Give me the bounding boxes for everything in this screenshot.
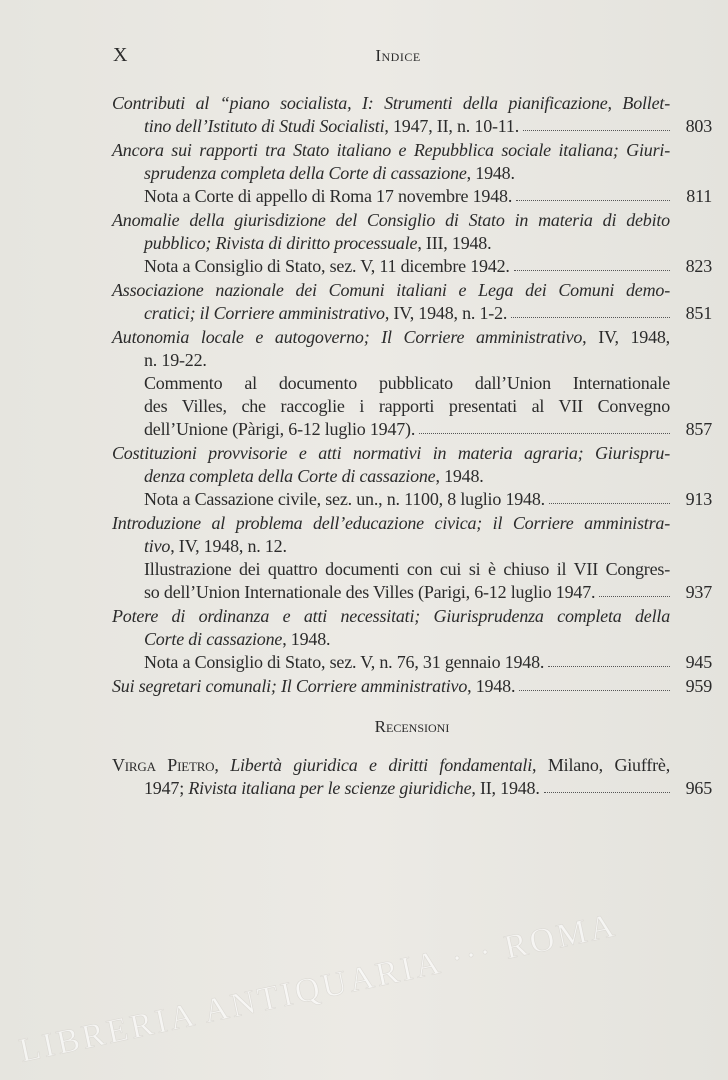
entry-line	[112, 628, 712, 651]
review-entry	[112, 754, 712, 800]
line-text	[112, 326, 670, 349]
italic-title-text: cratici; il Corriere amministrativo	[144, 303, 385, 323]
dot-leader	[549, 503, 670, 504]
italic-title-text: Corte di cassazione	[144, 629, 283, 649]
entry-line	[112, 512, 712, 535]
dot-leader	[511, 317, 670, 318]
italic-title-text: Sui segretari comunali; Il Corriere amministrativo	[112, 676, 468, 696]
entry-line	[112, 162, 712, 185]
italic-title-text: Anomalie della giurisdizione del Consiglio di Stato in materia di debito	[112, 210, 670, 230]
entry-line	[112, 442, 712, 465]
page-reference: 811	[686, 186, 712, 206]
citation-text: , 1948.	[282, 629, 331, 649]
citation-text: , Milano, Giuffrè,	[532, 755, 670, 775]
citation-text: , III, 1948.	[417, 233, 492, 253]
entry-line	[112, 651, 712, 674]
entry-line	[112, 255, 712, 278]
page-reference: 913	[685, 489, 712, 509]
section-heading-recensioni: Recensioni	[374, 717, 450, 736]
line-text	[144, 629, 330, 649]
italic-title-text: pubblico; Rivista di diritto processuale	[144, 233, 418, 253]
dot-leader	[419, 433, 670, 434]
italic-title-text: sprudenza completa della Corte di cassazione	[144, 163, 467, 183]
line-text	[144, 466, 484, 486]
line-text	[112, 209, 670, 232]
citation-text: , IV, 1948,	[582, 327, 670, 347]
page-reference: 959	[685, 676, 712, 696]
italic-title-text: denza completa della Corte di cassazione	[144, 466, 436, 486]
entry-line	[112, 754, 712, 777]
line-text	[144, 558, 670, 581]
page-reference: 945	[685, 652, 712, 672]
line-text	[112, 605, 670, 628]
line-text	[144, 350, 207, 370]
entry-line	[112, 418, 712, 441]
line-text	[144, 233, 491, 253]
entry-line	[112, 777, 712, 800]
entry-line	[112, 279, 712, 302]
toc-entry	[112, 512, 712, 604]
line-text	[144, 395, 670, 418]
entry-line	[112, 488, 712, 511]
citation-text: , 1948.	[466, 163, 515, 183]
dot-leader	[523, 130, 670, 131]
entry-line	[112, 185, 712, 208]
italic-title-text: Associazione nazionale dei Comuni italiani e Lega dei Comuni demo-	[112, 280, 670, 300]
citation-text: , II, 1948.	[471, 778, 540, 798]
line-text	[144, 651, 544, 674]
line-text	[144, 581, 595, 604]
page-reference: 857	[685, 419, 712, 439]
line-text	[112, 442, 670, 465]
dot-leader	[548, 666, 670, 667]
entry-line	[112, 326, 712, 349]
entry-line	[112, 558, 712, 581]
italic-title-text: Introduzione al problema dell’educazione civica; il Corriere amministra-	[112, 513, 670, 533]
citation-text: , IV, 1948, n. 1-2.	[384, 303, 508, 323]
toc-entry	[112, 139, 712, 208]
citation-text: dell’Unione (Pàrigi, 6-12 luglio 1947).	[144, 419, 416, 439]
table-of-contents	[112, 92, 712, 801]
italic-title-text: Rivista italiana per le scienze giuridiche	[188, 778, 472, 798]
page-reference: 965	[685, 778, 712, 798]
line-text	[144, 185, 512, 208]
italic-title-text: Ancora sui rapporti tra Stato italiano e Repubblica sociale italiana; Giuri-	[112, 140, 670, 160]
entry-line	[112, 209, 712, 232]
toc-entry	[112, 675, 712, 698]
toc-entry	[112, 326, 712, 441]
line-text	[144, 163, 515, 183]
entry-line	[112, 92, 712, 115]
line-text	[112, 512, 670, 535]
citation-text: Nota a Consiglio di Stato, sez. V, n. 76, 31 gennaio 1948.	[144, 652, 545, 672]
line-text	[144, 536, 287, 556]
entry-line	[112, 675, 712, 698]
toc-entry	[112, 209, 712, 278]
citation-text: 1947;	[144, 778, 189, 798]
citation-text: Nota a Cassazione civile, sez. un., n. 1100, 8 luglio 1948.	[144, 489, 545, 509]
entry-line	[112, 232, 712, 255]
toc-entry	[112, 605, 712, 674]
entry-line	[112, 605, 712, 628]
line-text	[144, 488, 545, 511]
line-text	[144, 777, 540, 800]
entry-line	[112, 372, 712, 395]
entry-line	[112, 302, 712, 325]
citation-text: , 1948.	[435, 466, 484, 486]
entry-line	[112, 349, 712, 372]
toc-entries	[112, 92, 712, 698]
line-text	[112, 675, 515, 698]
citation-text: Nota a Consiglio di Stato, sez. V, 11 dicembre 1942.	[144, 256, 510, 276]
entry-line	[112, 139, 712, 162]
line-text	[112, 139, 670, 162]
dot-leader	[519, 690, 670, 691]
page-number: X	[113, 44, 128, 66]
citation-text: n. 19-22.	[144, 350, 207, 370]
line-text	[112, 754, 670, 777]
entry-line	[112, 395, 712, 418]
line-text	[144, 372, 670, 395]
citation-text: Nota a Corte di appello di Roma 17 novembre 1948.	[144, 186, 513, 206]
review-entries	[112, 754, 712, 800]
toc-entry	[112, 279, 712, 325]
italic-title-text: Libertà giuridica e diritti fondamentali	[230, 755, 533, 775]
italic-title-text: Autonomia locale e autogoverno; Il Corriere amministrativo	[112, 327, 583, 347]
citation-text: Commento al documento pubblicato dall’Union Internationale	[144, 373, 670, 393]
line-text	[144, 418, 415, 441]
page-reference: 851	[685, 303, 712, 323]
dot-leader	[514, 270, 670, 271]
italic-title-text: tino dell’Istituto di Studi Socialisti	[144, 116, 385, 136]
citation-text: , 1947, II, n. 10-11.	[384, 116, 520, 136]
page-reference: 823	[685, 256, 712, 276]
line-text	[144, 302, 507, 325]
citation-text: Illustrazione dei quattro documenti con cui si è chiuso il VII Congres-	[144, 559, 670, 579]
line-text	[144, 255, 510, 278]
line-text	[144, 115, 519, 138]
page-reference: 937	[685, 582, 712, 602]
svg-text:LIBRERIA ANTIQUARIA ··· ROMA: LIBRERIA ANTIQUARIA ··· ROMA	[15, 906, 621, 1070]
citation-text: ,	[214, 755, 231, 775]
citation-text: so dell’Union Internationale des Villes (Parigi, 6-12 luglio 1947.	[144, 582, 596, 602]
running-title: Indice	[375, 46, 421, 65]
italic-title-text: Costituzioni provvisorie e atti normativi in materia agraria; Giurispru-	[112, 443, 670, 463]
citation-text: , IV, 1948, n. 12.	[170, 536, 287, 556]
line-text	[112, 92, 670, 115]
dot-leader	[544, 792, 670, 793]
page-reference: 803	[685, 116, 712, 136]
entry-line	[112, 535, 712, 558]
italic-title-text: Potere di ordinanza e atti necessitati; Giurisprudenza completa della	[112, 606, 670, 626]
toc-entry	[112, 92, 712, 138]
dot-leader	[599, 596, 670, 597]
page-header	[113, 44, 683, 70]
citation-text: des Villes, che raccoglie i rapporti presentati al VII Convegno	[144, 396, 670, 416]
entry-line	[112, 581, 712, 604]
italic-title-text: Contributi al “piano socialista, I: Strumenti della pianificazione, Bollet-	[112, 93, 670, 113]
toc-entry	[112, 442, 712, 511]
italic-title-text: tivo	[144, 536, 171, 556]
entry-line	[112, 465, 712, 488]
dot-leader	[516, 200, 670, 201]
entry-line	[112, 115, 712, 138]
line-text	[112, 279, 670, 302]
author-name: Virga Pietro	[112, 755, 215, 775]
citation-text: , 1948.	[467, 676, 516, 696]
